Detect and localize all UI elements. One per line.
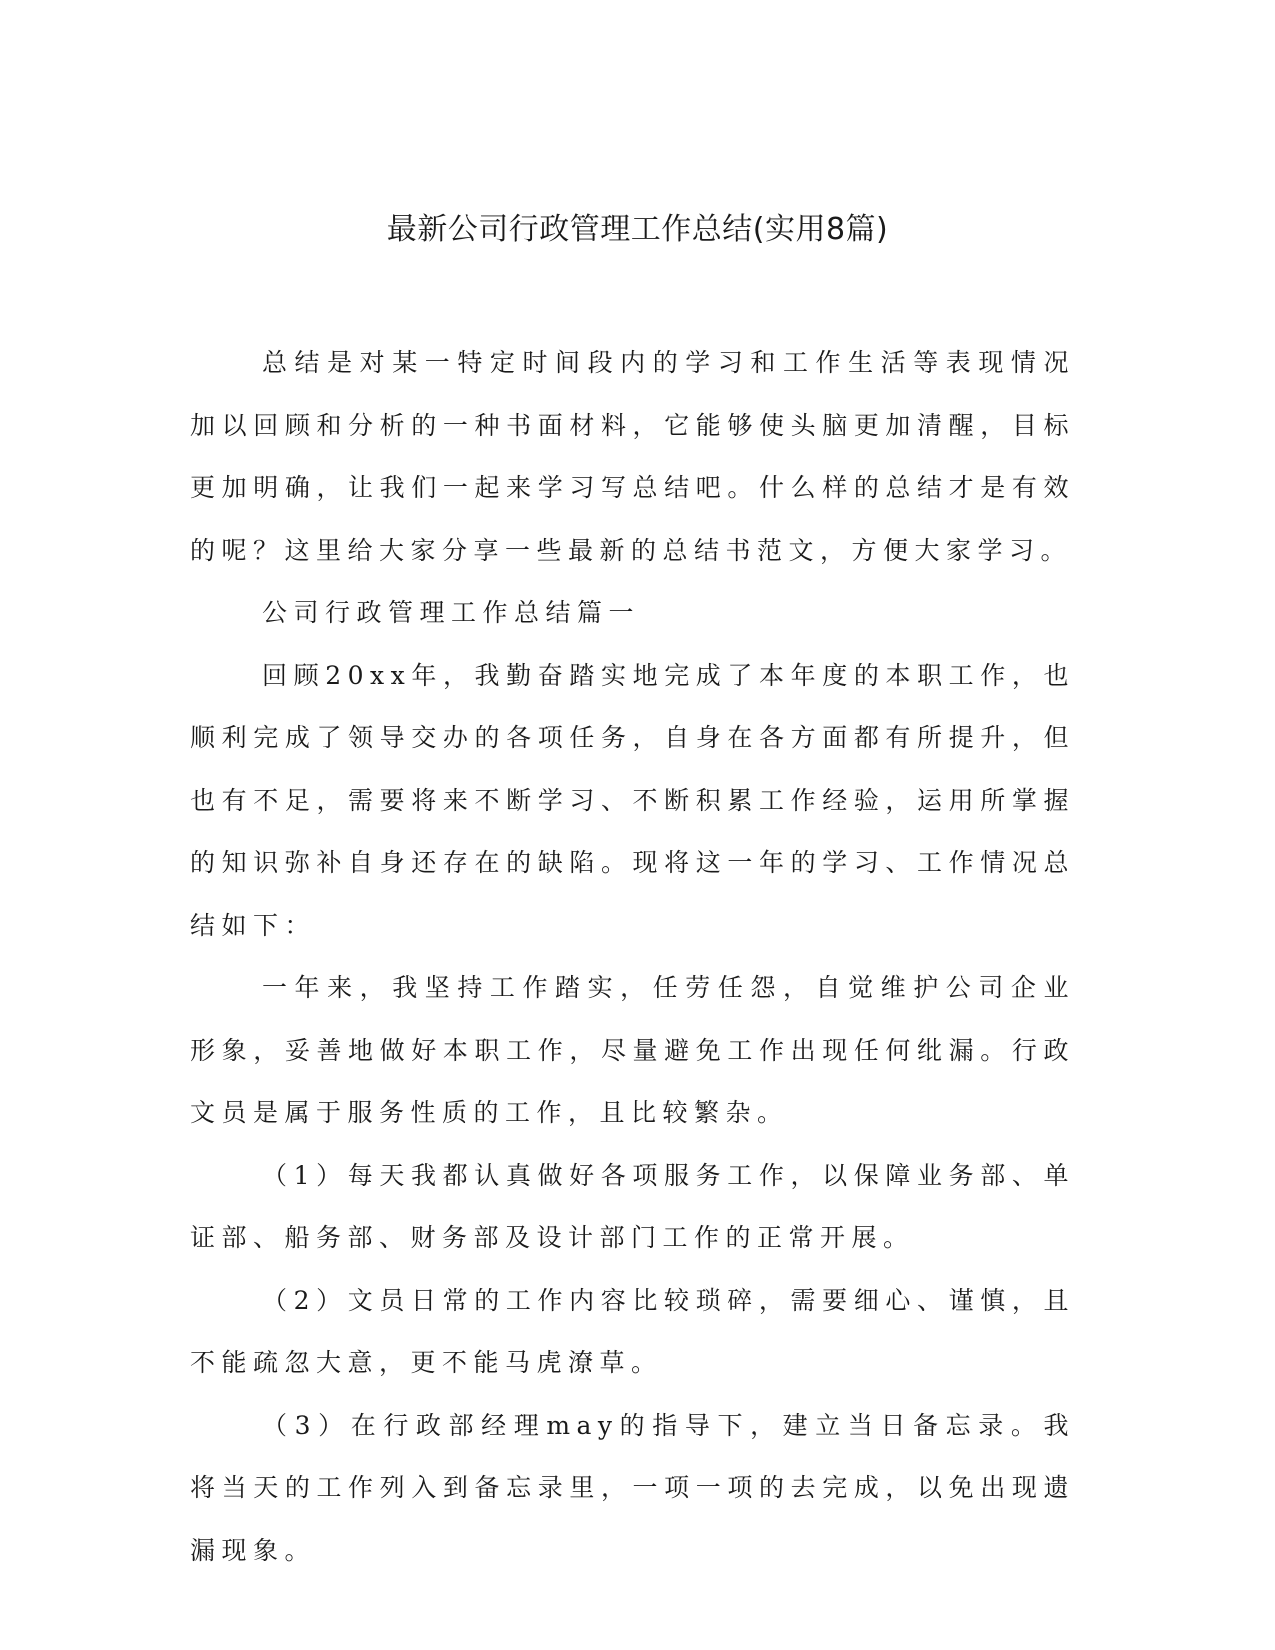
section-heading: 公司行政管理工作总结篇一 <box>262 598 641 627</box>
intro-paragraph: 总结是对某一特定时间段内的学习和工作生活等表现情况加以回顾和分析的一种书面材料，它能够使头脑更加清醒，目标更加明确，让我们一起来学习写总结吧。什么样的总结才是有效的呢？这里给大家分享一些最新的总结书范文，方便大家学习。 <box>190 348 1075 565</box>
list-item-1: （1）每天我都认真做好各项服务工作，以保障业务部、单证部、船务部、财务部及设计部门工作的正常开展。 <box>190 1160 1075 1252</box>
list-item-2: （2）文员日常的工作内容比较琐碎，需要细心、谨慎，且不能疏忽大意，更不能马虎潦草。 <box>190 1285 1075 1377</box>
list-item-3: （3）在行政部经理may的指导下，建立当日备忘录。我将当天的工作列入到备忘录里，一项一项的去完成，以免出现遗漏现象。 <box>190 1410 1075 1565</box>
body-paragraph: 回顾20xx年，我勤奋踏实地完成了本年度的本职工作，也顺利完成了领导交办的各项任务，自身在各方面都有所提升，但也有不足，需要将来不断学习、不断积累工作经验，运用所掌握的知识弥补自身还存在的缺陷。现将这一年的学习、工作情况总结如下： <box>190 660 1075 940</box>
document-body <box>190 332 1075 1582</box>
body-paragraph: 一年来，我坚持工作踏实，任劳任怨，自觉维护公司企业形象，妥善地做好本职工作，尽量避免工作出现任何纰漏。行政文员是属于服务性质的工作，且比较繁杂。 <box>190 973 1075 1127</box>
document-title: 最新公司行政管理工作总结(实用8篇) <box>386 212 889 247</box>
